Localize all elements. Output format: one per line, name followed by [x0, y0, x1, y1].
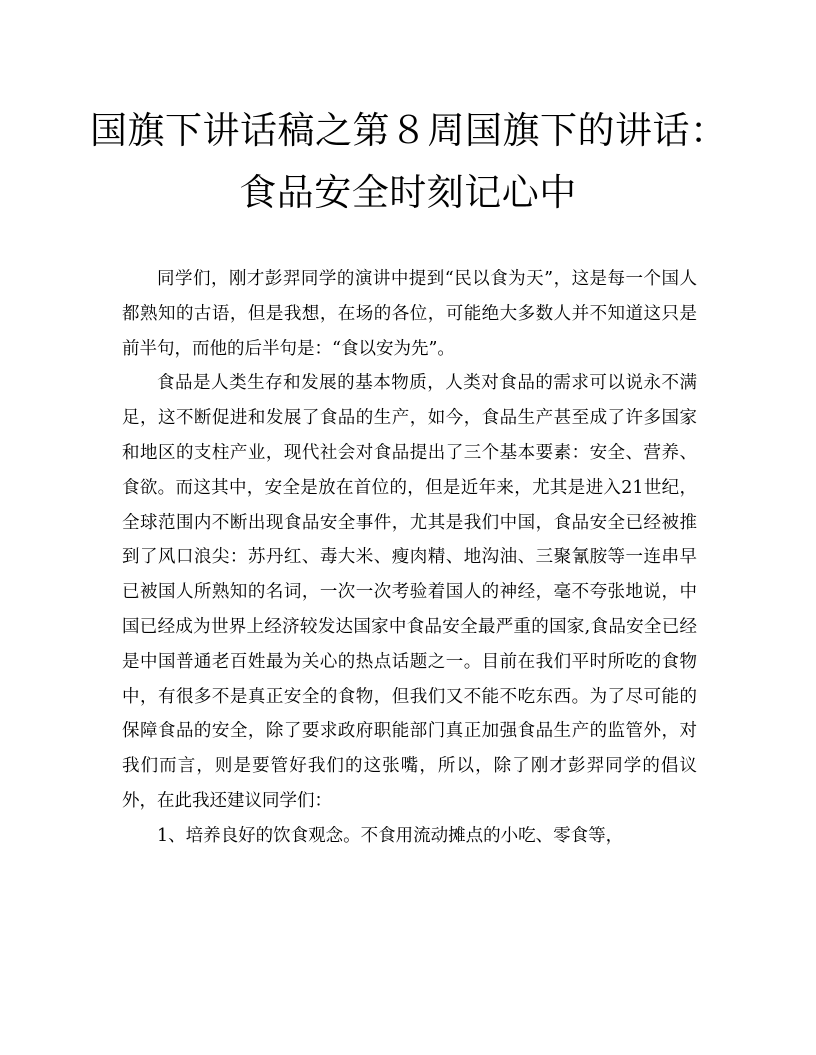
document-body: [122, 262, 697, 854]
paragraph-food-safety: 食品是人类生存和发展的基本物质，人类对食品的需求可以说永不满足，这不断促进和发展了食品的生产，如今，食品生产甚至成了许多国家和地区的支柱产业，现代社会对食品提出了三个基本要素：安全、营养、食欲。而这其中，安全是放在首位的，但是近年来，尤其是进入21世纪，全球范围内不断出现食品安全事件，尤其是我们中国，食品安全已经被推到了风口浪尖：苏丹红、毒大米、瘦肉精、地沟油、三聚氰胺等一连串早已被国人所熟知的名词，一次一次考验着国人的神经，毫不夸张地说，中国已经成为世界上经济较发达国家中食品安全最严重的国家,食品安全已经是中国普通老百姓最为关心的热点话题之一。目前在我们平时所吃的食物中，有很多不是真正安全的食物，但我们又不能不吃东西。为了尽可能的保障食品的安全，除了要求政府职能部门真正加强食品生产的监管外，对我们而言，则是要管好我们的这张嘴，所以，除了刚才彭羿同学的倡议外，在此我还建议同学们：: [122, 373, 697, 811]
title-line-2: 食品安全时刻记心中: [239, 171, 577, 214]
paragraph-suggestion-1: 1、培养良好的饮食观念。不食用流动摊点的小吃、零食等，: [157, 825, 624, 846]
page-title: [90, 100, 726, 224]
paragraph-intro: 同学们，刚才彭羿同学的演讲中提到“民以食为天”，这是每一个国人都熟知的古语，但是我想，在场的各位，可能绝大多数人并不知道这只是前半句，而他的后半句是：“食以安为先”。: [122, 269, 697, 359]
title-line-1: 国旗下讲话稿之第８周国旗下的讲话：: [90, 109, 728, 152]
